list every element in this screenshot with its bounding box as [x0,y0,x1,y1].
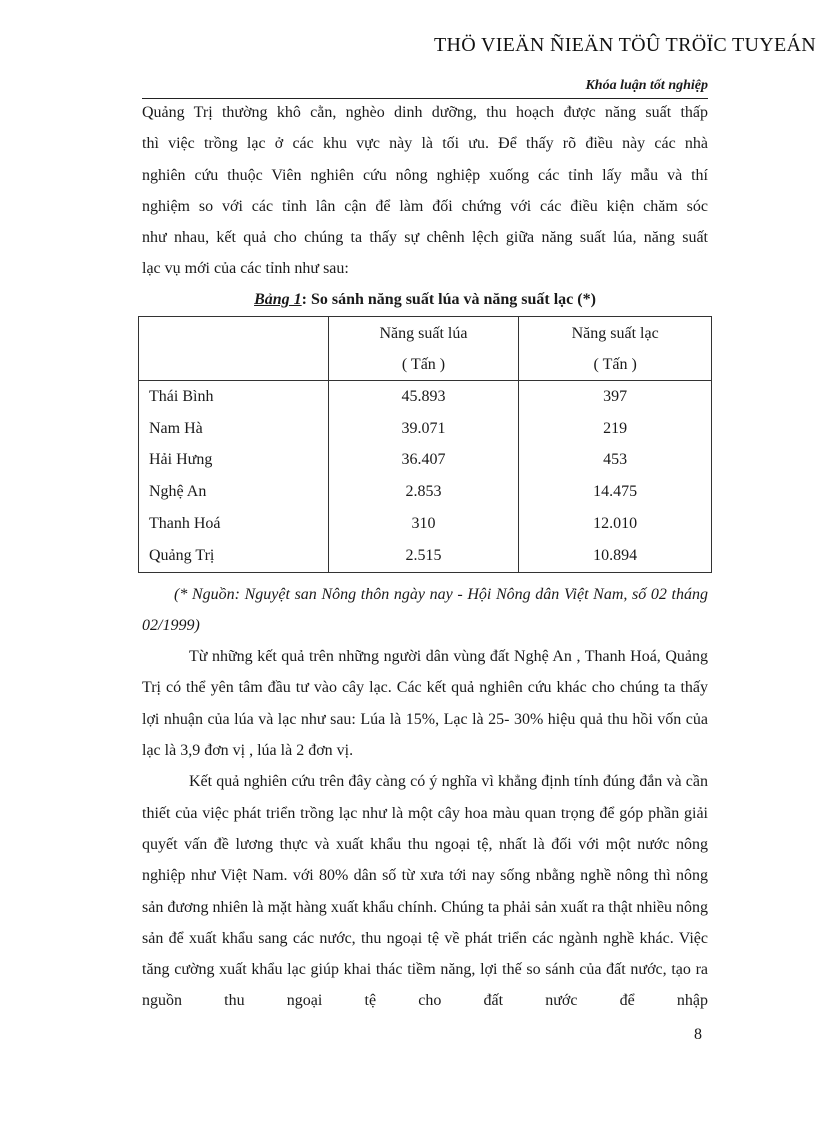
rice-yield-cell: 36.407 [328,444,519,476]
table-row [139,444,712,476]
peanut-yield-cell: 453 [519,444,712,476]
rice-yield-cell: 2.515 [328,540,519,572]
yield-comparison-table [138,316,712,573]
source-note: (* Nguồn: Nguyệt san Nông thôn ngày nay - Hội Nông dân Việt Nam, số 02 tháng 02/1999) [142,585,708,634]
body-paragraph: Kết quả nghiên cứu trên đây càng có ý nghĩa vì khẳng định tính đúng đắn và cần thiết của việc phát triển trồng lạc như là một cây hoa màu quan trọng để góp phần giải quyết vấn đề lương thực và xuất khẩu thu ngoại tệ, nhất là đối với một nước nông nghiệp như Việt Nam. với 80% dân số từ xưa tới nay sống nbằng nghề nông thì nông sản đương nhiên là mặt hàng xuất khẩu chính. Chúng ta phải sản xuất ra thật nhiều nông sản để xuất khẩu sang các nước, thu ngoại tệ về phát triển các ngành nghề khác. Việc tăng cường xuất khẩu lạc giúp khai thác tiềm năng, lợi thế so sánh của đất nước, tạo ra nguồn thu ngoại tệ cho đất nước để nhập [142,773,708,1010]
peanut-yield-unit: ( Tấn ) [593,355,637,373]
province-cell: Nam Hà [139,413,329,445]
intro-line: Quảng Trị thường khô cằn, nghèo dinh dưỡng, thu hoạch được năng suất thấp [142,104,708,121]
table-row [139,413,712,445]
intro-line: lạc vụ mới của các tỉnh như sau: [142,260,349,278]
province-cell: Hải Hưng [139,444,329,476]
peanut-yield-cell: 397 [519,380,712,412]
rice-yield-cell: 2.853 [328,476,519,508]
intro-line: nghiệm so với các tỉnh lân cận để làm đối chứng với các điều kiện chăm sóc [142,197,708,215]
table-header-row [139,316,712,380]
table-row [139,508,712,540]
province-cell: Thái Bình [139,380,329,412]
peanut-yield-cell: 14.475 [519,476,712,508]
table-row [139,476,712,508]
table-caption-title: : So sánh năng suất lúa và năng suất lạc (*) [301,290,596,308]
rice-yield-cell: 39.071 [328,413,519,445]
table-row [139,540,712,572]
library-banner: THÖ VIEÄN ÑIEÄN TÖÛ TRÖÏC TUYEÁN [434,34,816,56]
rice-yield-cell: 45.893 [328,380,519,412]
header-cell-peanut [519,316,712,380]
running-head: Khóa luận tốt nghiệp [585,78,708,93]
intro-line: nghiên cứu thuộc Viên nghiên cứu nông nghiệp xuống các tỉnh lấy mẫu và thí [142,166,708,184]
peanut-yield-label: Năng suất lạc [571,324,659,342]
province-cell: Thanh Hoá [139,508,329,540]
rice-yield-cell: 310 [328,508,519,540]
table-row [139,380,712,412]
table-caption [142,288,708,312]
intro-line: như nhau, kết quả cho chúng ta thấy sự chênh lệch giữa năng suất lúa, năng suất [142,229,708,247]
peanut-yield-cell: 10.894 [519,540,712,572]
body-paragraph: Từ những kết quả trên những người dân vùng đất Nghệ An , Thanh Hoá, Quảng Trị có thể yên tâm đầu tư vào cây lạc. Các kết quả nghiên cứu khác cho chúng ta thấy lợi nhuận của lúa và lạc như sau: Lúa là 15%, Lạc là 25- 30% hiệu quả thu hồi vốn của lạc là 3,9 đơn vị , lúa là 2 đơn vị. [142,648,708,760]
rice-yield-unit: ( Tấn ) [401,355,446,373]
header-cell-empty [139,316,329,380]
rice-yield-label: Năng suất lúa [379,324,468,342]
page-content [142,97,708,1017]
intro-paragraph [142,97,708,285]
province-cell: Nghệ An [139,476,329,508]
table-caption-label: Bảng 1 [254,290,302,308]
peanut-yield-cell: 219 [519,413,712,445]
header-cell-rice [328,316,519,380]
peanut-yield-cell: 12.010 [519,508,712,540]
province-cell: Quảng Trị [139,540,329,572]
page-number: 8 [694,1026,702,1043]
intro-line: thì việc trồng lạc ở các khu vực này là tối ưu. Để thấy rõ điều này các nhà [142,135,708,153]
